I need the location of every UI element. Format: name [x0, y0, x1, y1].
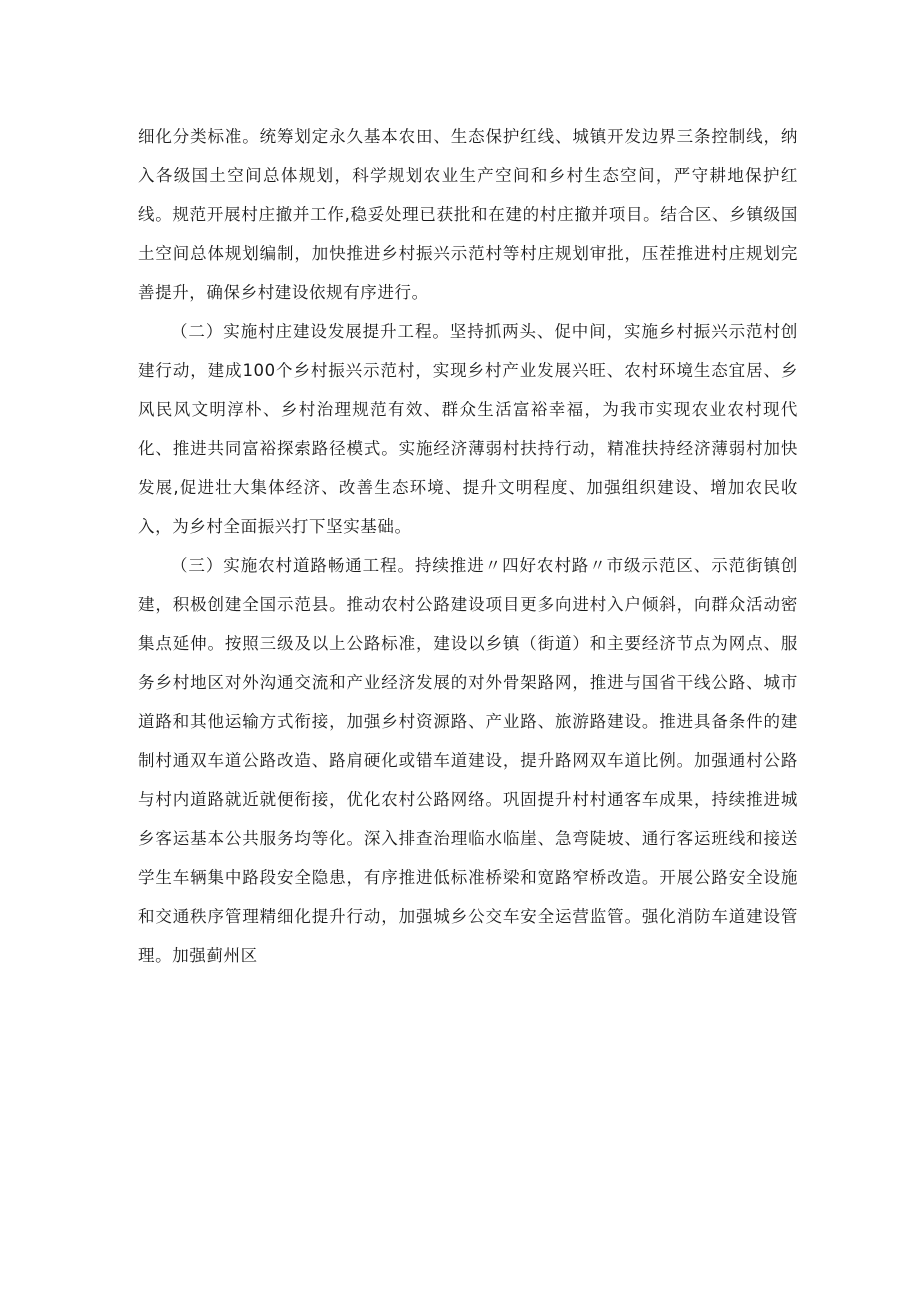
document-body — [138, 117, 798, 975]
paragraph-section-3: （三）实施农村道路畅通工程。持续推进〃四好农村路〃市级示范区、示范街镇创建，积极创建全国示范县。推动农村公路建设项目更多向进村入户倾斜，向群众活动密集点延伸。按照三级及以上公路标准，建设以乡镇（街道）和主要经济节点为网点、服务乡村地区对外沟通交流和产业经济发展的对外骨架路网，推进与国省干线公路、城市道路和其他运输方式衔接，加强乡村资源路、产业路、旅游路建设。推进具备条件的建制村通双车道公路改造、路肩硬化或错车道建设，提升路网双车道比例。加强通村公路与村内道路就近就便衔接，优化农村公路网络。巩固提升村村通客车成果，持续推进城乡客运基本公共服务均等化。深入排查治理临水临崖、急弯陡坡、通行客运班线和接送学生车辆集中路段安全隐患，有序推进低标准桥梁和宽路窄桥改造。开展公路安全设施和交通秩序管理精细化提升行动，加强城乡公交车安全运营监管。强化消防车道建设管理。加强蓟州区 — [138, 556, 798, 965]
paragraph-continued: 细化分类标准。统筹划定永久基本农田、生态保护红线、城镇开发边界三条控制线，纳入各级国土空间总体规划，科学规划农业生产空间和乡村生态空间，严守耕地保护红线。规范开展村庄撤并工作,稳妥处理已获批和在建的村庄撤并项目。结合区、乡镇级国土空间总体规划编制，加快推进乡村振兴示范村等村庄规划审批，压茬推进村庄规划完善提升，确保乡村建设依规有序进行。 — [138, 127, 798, 302]
paragraph-section-2: （二）实施村庄建设发展提升工程。坚持抓两头、促中间，实施乡村振兴示范村创建行动，建成100个乡村振兴示范村，实现乡村产业发展兴旺、农村环境生态宜居、乡风民风文明淳朴、乡村治理规范有效、群众生活富裕幸福，为我市实现农业农村现代化、推进共同富裕探索路径模式。实施经济薄弱村扶持行动，精准扶持经济薄弱村加快发展,促进壮大集体经济、改善生态环境、提升文明程度、加强组织建设、增加农民收入，为乡村全面振兴打下坚实基础。 — [138, 322, 798, 536]
